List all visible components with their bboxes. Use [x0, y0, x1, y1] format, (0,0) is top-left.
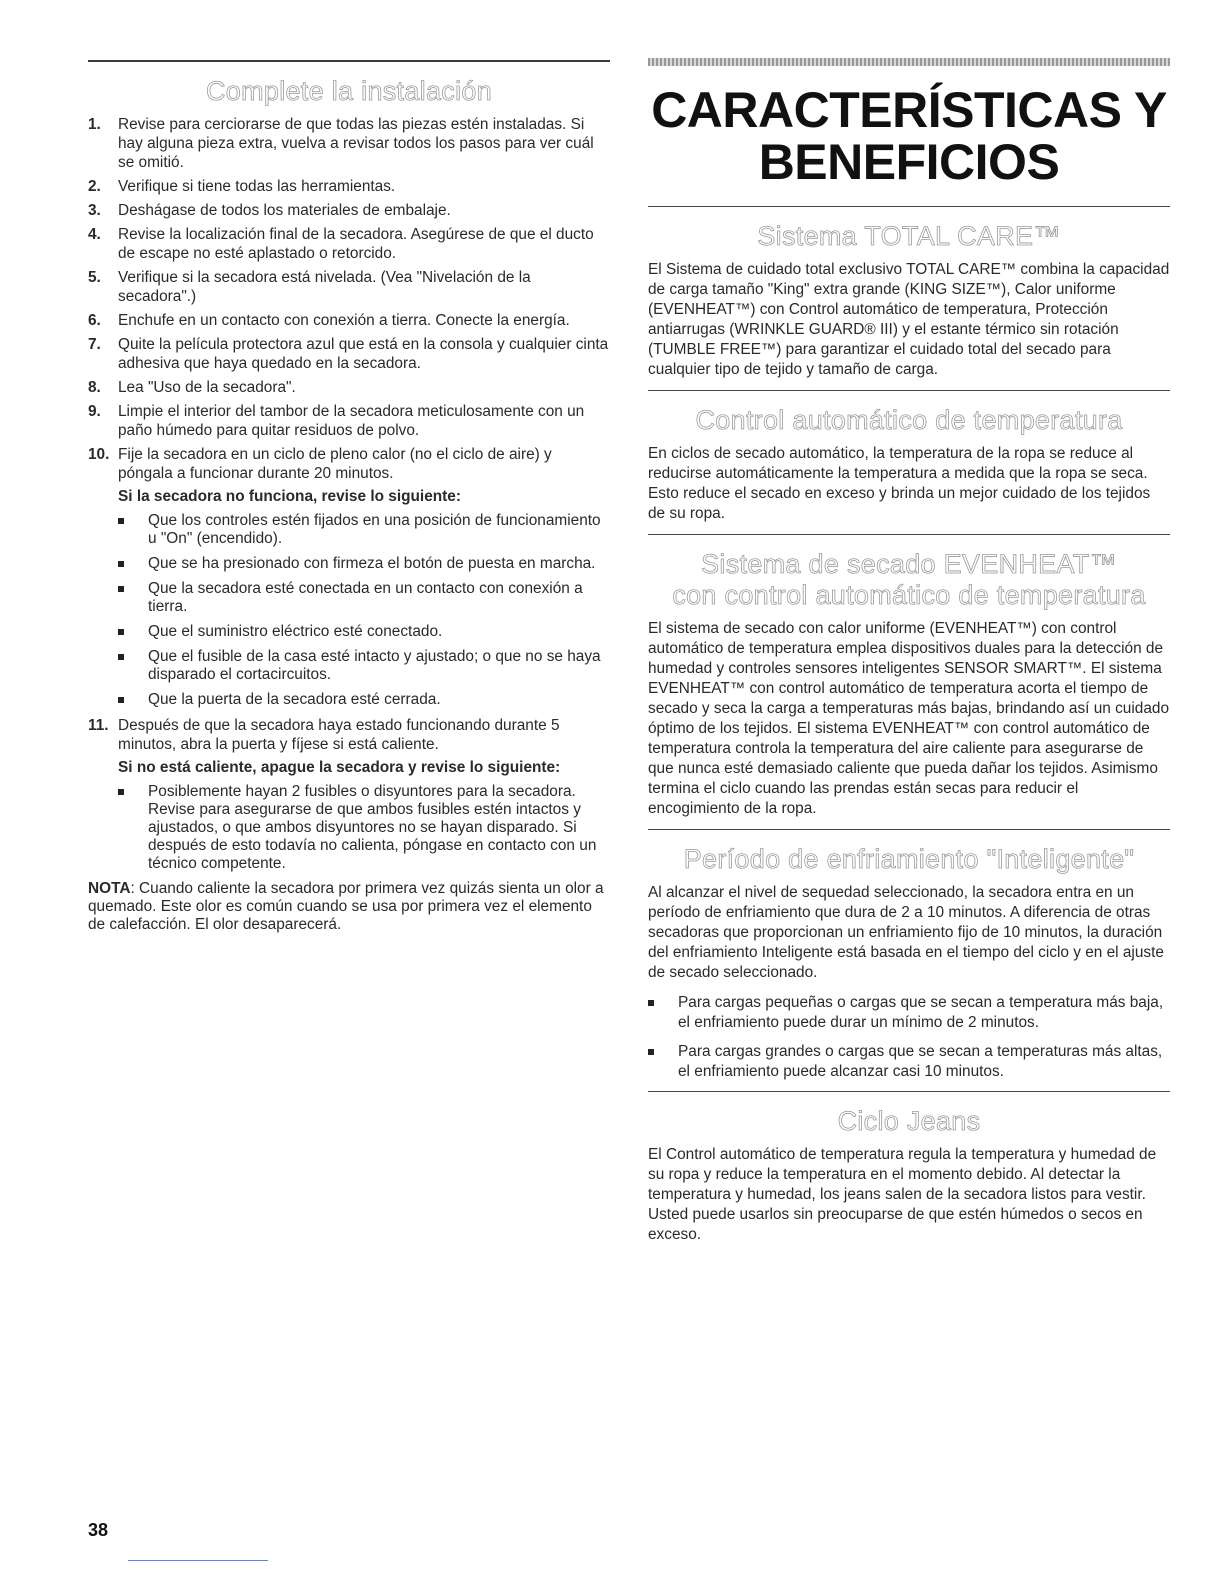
- cooldown-list: [648, 993, 1170, 1081]
- section-title-jeans-cycle: Ciclo Jeans: [837, 1106, 981, 1136]
- cooldown-body: Al alcanzar el nivel de sequedad seleccionado, la secadora entra en un período de enfriamiento que dura de 2 a 10 minutos. A diferencia de otras secadoras que proporcionan un enfriamiento fijo de 10 minutos, la duración del enfriamiento Inteligente está basada en el tiempo del ciclo y en el ajuste de secado seleccionado.: [648, 884, 1164, 981]
- right-column: [648, 60, 1170, 1255]
- list-item-text: Que los controles estén fijados en una posición de funcionamiento u "On" (encendido).: [148, 512, 601, 547]
- list-item-text: Que la puerta de la secadora esté cerrada.: [148, 691, 441, 708]
- list-item: [118, 580, 610, 616]
- page-title-line-2: BENEFICIOS: [758, 134, 1060, 190]
- list-item: [118, 691, 610, 709]
- step-number: 7.: [88, 336, 101, 353]
- footer-line: [128, 1560, 268, 1561]
- step-text: Verifique si tiene todas las herramientas.: [118, 178, 396, 195]
- page-title: [648, 84, 1170, 188]
- jeans-body: El Control automático de temperatura regula la temperatura y humedad de su ropa y reduce la temperatura en el momento debido. Al detectar la temperatura y humedad, los jeans salen de la secadora listos para vestir. Usted puede usarlos sin preocuparse de que estén húmedos o secos en exceso.: [648, 1146, 1157, 1243]
- step-text: Deshágase de todos los materiales de embalaje.: [118, 202, 451, 219]
- bullet-square-icon: [648, 1049, 654, 1055]
- step-number: 3.: [88, 202, 101, 219]
- bullet-square-icon: [118, 586, 124, 592]
- list-item: [118, 555, 610, 573]
- top-rule: [88, 60, 610, 62]
- step-number: 9.: [88, 403, 101, 420]
- bullet-square-icon: [118, 789, 124, 795]
- list-item-text: Que se ha presionado con firmeza el botón de puesta en marcha.: [148, 555, 596, 572]
- step-number: 1.: [88, 116, 101, 133]
- list-item-text: Para cargas pequeñas o cargas que se secan a temperatura más baja, el enfriamiento puede durar un mínimo de 2 minutos.: [678, 994, 1164, 1031]
- section-divider: [648, 206, 1170, 207]
- note-text: : Cuando caliente la secadora por primera vez quizás sienta un olor a quemado. Este olor es común cuando se usa por primera vez el elemento de calefacción. El olor desaparecerá.: [88, 880, 604, 933]
- evenheat-body: El sistema de secado con calor uniforme (EVENHEAT™) con control automático de temperatura emplea dispositivos duales para la detección de humedad y controles sensores inteligentes SENSOR SMART™. El sistema EVENHEAT™ con control automático de temperatura acorta el tiempo de secado y seca la carga a temperaturas más bajas, brindando así un cuidado óptimo de los tejidos. El sistema EVENHEAT™ con control automático de temperatura controla la temperatura del aire caliente para asegurarse de que nunca esté demasiado caliente que pueda dañar los tejidos. Asimismo termina el ciclo cuando las prendas están secas para reducir el encogimiento de la ropa.: [648, 620, 1170, 817]
- step-item: [88, 177, 610, 196]
- section-divider: [648, 390, 1170, 391]
- page-title-line-1: CARACTERÍSTICAS Y: [651, 82, 1167, 138]
- list-item: [648, 993, 1170, 1032]
- note-label: NOTA: [88, 880, 131, 897]
- step-number: 6.: [88, 312, 101, 329]
- header-halftone-bar: [648, 58, 1170, 66]
- step-number: 2.: [88, 178, 101, 195]
- step-text: Revise para cerciorarse de que todas las piezas estén instaladas. Si hay alguna pieza extra, vuelva a revisar todos los pasos para ver cuál se omitió.: [118, 116, 594, 171]
- step-item: [88, 268, 610, 306]
- section-divider: [648, 534, 1170, 535]
- step-text: Verifique si la secadora está nivelada. (Vea "Nivelación de la secadora".): [118, 269, 531, 305]
- step-text: Fije la secadora en un ciclo de pleno calor (no el ciclo de aire) y póngala a funcionar durante 20 minutos.: [118, 446, 552, 482]
- auto-temp-body: En ciclos de secado automático, la temperatura de la ropa se reduce al reducirse automáticamente la temperatura a medida que la ropa se seca. Esto reduce el secado en exceso y brinda un mejor cuidado de los tejidos de su ropa.: [648, 445, 1151, 522]
- evenheat-title-line-2: con control automático de temperatura: [672, 580, 1146, 610]
- total-care-body: El Sistema de cuidado total exclusivo TOTAL CARE™ combina la capacidad de carga tamaño "King" extra grande (KING SIZE™), Calor uniforme (EVENHEAT™) con Control automático de temperatura, Protección antiarrugas (WRINKLE GUARD® III) y el estante térmico sin rotación (TUMBLE FREE™) para garantizar el cuidado total del secado para cualquier tipo de tejido y tamaño de carga.: [648, 261, 1170, 378]
- check-subheading: Si no está caliente, apague la secadora y revise lo siguiente:: [118, 759, 561, 776]
- check-subheading: Si la secadora no funciona, revise lo siguiente:: [118, 488, 461, 505]
- section-divider: [648, 829, 1170, 830]
- bullet-square-icon: [118, 697, 124, 703]
- note-paragraph: [88, 880, 610, 934]
- list-item-text: Para cargas grandes o cargas que se secan a temperaturas más altas, el enfriamiento puede alcanzar casi 10 minutos.: [678, 1043, 1163, 1080]
- section-title-complete-installation: Complete la instalación: [205, 76, 493, 106]
- step-item: [88, 335, 610, 373]
- bullet-square-icon: [118, 629, 124, 635]
- step-item: [88, 115, 610, 172]
- bullet-square-icon: [648, 1000, 654, 1006]
- section-title-auto-temp-control: Control automático de temperatura: [695, 405, 1123, 435]
- list-item: [118, 512, 610, 548]
- check-list: [118, 512, 610, 709]
- installation-steps: [88, 115, 610, 873]
- step-text: Enchufe en un contacto con conexión a tierra. Conecte la energía.: [118, 312, 570, 329]
- section-divider: [648, 1091, 1170, 1092]
- list-item-text: Que la secadora esté conectada en un contacto con conexión a tierra.: [148, 580, 583, 615]
- bullet-square-icon: [118, 654, 124, 660]
- step-number: 11.: [88, 717, 109, 734]
- list-item: [648, 1042, 1170, 1081]
- step-item: [88, 378, 610, 397]
- step-number: 5.: [88, 269, 101, 286]
- list-item: [118, 648, 610, 684]
- step-number: 10.: [88, 446, 110, 463]
- step-item: [88, 402, 610, 440]
- list-item: [118, 783, 610, 873]
- list-item: [118, 623, 610, 641]
- left-column: [88, 60, 610, 934]
- step-item: [88, 201, 610, 220]
- step-text: Limpie el interior del tambor de la secadora meticulosamente con un paño húmedo para quitar residuos de polvo.: [118, 403, 585, 439]
- step-text: Lea "Uso de la secadora".: [118, 379, 296, 396]
- bullet-square-icon: [118, 518, 124, 524]
- check-list: [118, 783, 610, 873]
- section-title-smart-cooldown: Período de enfriamiento "Inteligente": [683, 844, 1135, 874]
- list-item-text: Que el suministro eléctrico esté conectado.: [148, 623, 443, 640]
- section-title-evenheat: [648, 549, 1170, 611]
- step-text: Revise la localización final de la secadora. Asegúrese de que el ducto de escape no esté aplastado o retorcido.: [118, 226, 594, 262]
- bullet-square-icon: [118, 561, 124, 567]
- evenheat-title-line-1: Sistema de secado EVENHEAT™: [701, 549, 1117, 579]
- step-text: Quite la película protectora azul que está en la consola y cualquier cinta adhesiva que haya quedado en la secadora.: [118, 336, 609, 372]
- list-item-text: Que el fusible de la casa esté intacto y ajustado; o que no se haya disparado el cortacircuitos.: [148, 648, 601, 683]
- page-number: 38: [88, 1520, 109, 1540]
- step-number: 8.: [88, 379, 101, 396]
- step-text: Después de que la secadora haya estado funcionando durante 5 minutos, abra la puerta y fíjese si está caliente.: [118, 717, 560, 753]
- step-number: 4.: [88, 226, 101, 243]
- step-item: [88, 445, 610, 709]
- list-item-text: Posiblemente hayan 2 fusibles o disyuntores para la secadora. Revise para asegurarse de que ambos fusibles estén intactos y ajustados, o que ambos disyuntores no se hayan disparado. Si después de esto todavía no calienta, póngase en contacto con un técnico competente.: [148, 783, 597, 872]
- step-item: [88, 225, 610, 263]
- section-title-total-care: Sistema TOTAL CARE™: [757, 221, 1061, 251]
- step-item: [88, 716, 610, 873]
- step-item: [88, 311, 610, 330]
